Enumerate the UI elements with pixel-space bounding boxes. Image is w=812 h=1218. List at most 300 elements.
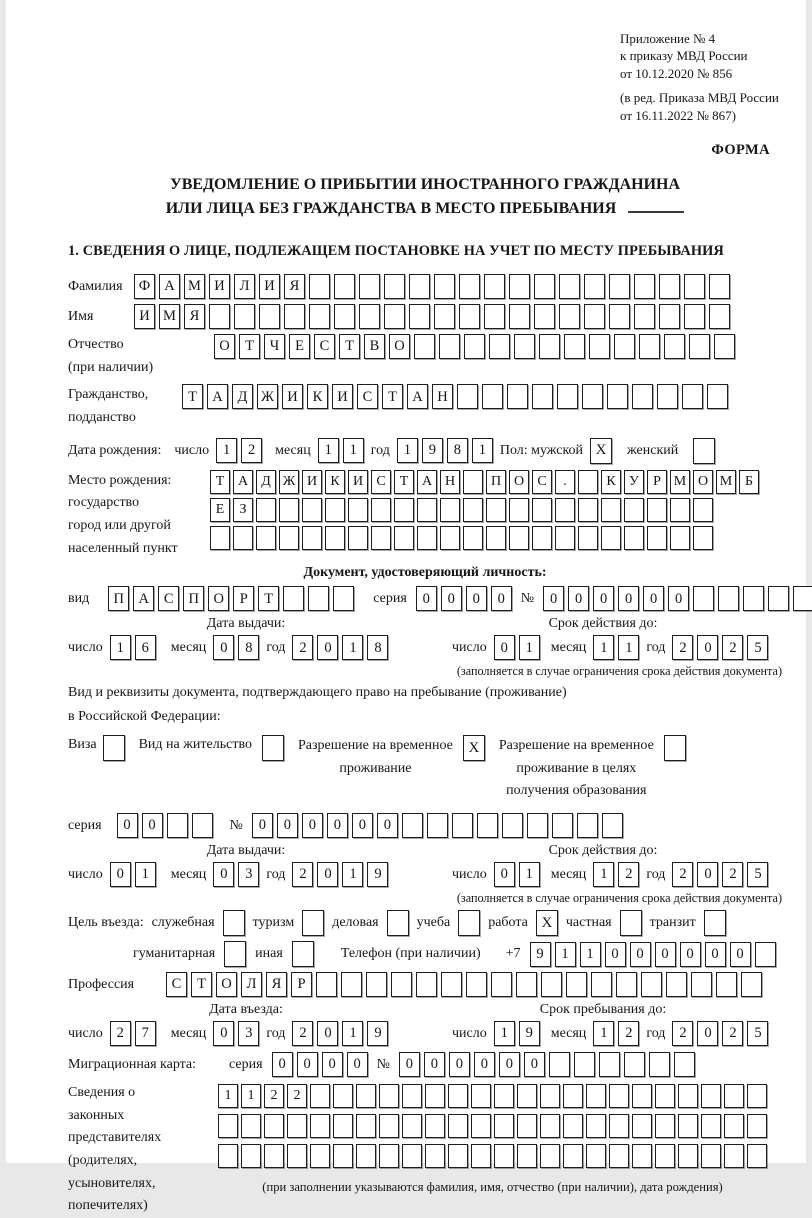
- char-box: [599, 1052, 620, 1077]
- rvp-issue-day-boxes: [110, 862, 156, 887]
- char-box: [486, 526, 506, 550]
- char-box: 0: [317, 862, 338, 887]
- char-box: [563, 1114, 583, 1138]
- entry-dates: [68, 1002, 782, 1046]
- char-box: [768, 586, 789, 611]
- char-box: [279, 498, 299, 522]
- char-box: А: [417, 470, 437, 494]
- surname-boxes: [134, 274, 730, 299]
- char-box: 0: [605, 942, 626, 967]
- ref-line: (в ред. Приказа МВД России: [620, 90, 779, 106]
- month-label: месяц: [550, 1025, 587, 1041]
- identity-doc-dates: [68, 616, 782, 679]
- char-box: [691, 972, 712, 997]
- char-box: [657, 384, 678, 409]
- char-box: [647, 526, 667, 550]
- char-box: И: [302, 470, 322, 494]
- char-box: 0: [730, 942, 751, 967]
- birth-place-row1: [210, 470, 759, 494]
- char-box: [348, 498, 368, 522]
- entry-year-boxes: [292, 1021, 388, 1046]
- stay-day-boxes: [494, 1021, 540, 1046]
- label-line: Место рождения:: [68, 472, 172, 488]
- char-box: Е: [289, 334, 310, 359]
- char-box: [448, 1084, 468, 1108]
- char-box: [539, 334, 560, 359]
- char-box: [559, 304, 580, 329]
- char-box: [516, 972, 537, 997]
- char-box: 1: [580, 942, 601, 967]
- char-box: [670, 498, 690, 522]
- char-box: [517, 1114, 537, 1138]
- char-box: Л: [241, 972, 262, 997]
- char-box: [659, 304, 680, 329]
- char-box: 1: [593, 862, 614, 887]
- char-box: С: [371, 470, 391, 494]
- char-box: 1: [342, 862, 363, 887]
- legal-reps-row3: [218, 1144, 767, 1168]
- char-box: [678, 1084, 698, 1108]
- char-box: [391, 972, 412, 997]
- char-box: 1: [318, 438, 339, 463]
- char-box: У: [624, 470, 644, 494]
- char-box: [724, 1084, 744, 1108]
- char-box: 0: [317, 1021, 338, 1046]
- char-box: 8: [238, 635, 259, 660]
- char-box: 0: [317, 635, 338, 660]
- char-box: [379, 1144, 399, 1168]
- char-box: [509, 526, 529, 550]
- char-box: [325, 526, 345, 550]
- label-line: (родителях,: [68, 1153, 138, 1169]
- year-label: год: [646, 639, 666, 655]
- char-box: 0: [494, 635, 515, 660]
- char-box: [678, 1114, 698, 1138]
- char-box: [302, 526, 322, 550]
- char-box: [356, 1144, 376, 1168]
- char-box: [366, 972, 387, 997]
- char-box: 1: [593, 1021, 614, 1046]
- char-box: 9: [367, 862, 388, 887]
- char-box: 1: [218, 1084, 238, 1108]
- char-box: [609, 1114, 629, 1138]
- char-box: [356, 1114, 376, 1138]
- char-box: [607, 384, 628, 409]
- char-box: 2: [292, 635, 313, 660]
- rvp-expiry-day-boxes: [494, 862, 540, 887]
- char-box: [793, 586, 812, 611]
- rvp-number-label: №: [229, 817, 243, 833]
- char-box: А: [233, 470, 253, 494]
- char-box: [586, 1144, 606, 1168]
- char-box: [371, 498, 391, 522]
- expiry-date-heading: Срок действия до:: [548, 843, 658, 859]
- char-box: [659, 274, 680, 299]
- char-box: 2: [672, 1021, 693, 1046]
- char-box: [632, 1144, 652, 1168]
- char-box: [578, 470, 598, 494]
- char-box: 1: [241, 1084, 261, 1108]
- char-box: [463, 470, 483, 494]
- char-box: 9: [530, 942, 551, 967]
- char-box: С: [314, 334, 335, 359]
- char-box: 1: [135, 862, 156, 887]
- char-box: 0: [117, 813, 138, 838]
- char-box: [709, 274, 730, 299]
- ref-line: от 16.11.2022 № 867): [620, 107, 737, 123]
- char-box: [439, 334, 460, 359]
- char-box: Ж: [279, 470, 299, 494]
- form-title-line1: УВЕДОМЛЕНИЕ О ПРИБЫТИИ ИНОСТРАННОГО ГРАЖДАНИНА: [169, 176, 681, 194]
- label-line: Сведения о: [68, 1085, 136, 1101]
- char-box: 2: [722, 1021, 743, 1046]
- option-visa: Виза: [68, 735, 125, 761]
- purpose-label: Цель въезда:: [68, 915, 144, 931]
- char-box: [532, 384, 553, 409]
- char-box: А: [133, 586, 154, 611]
- char-box: 0: [352, 813, 373, 838]
- legal-reps-boxes: [218, 1082, 767, 1195]
- char-box: [584, 274, 605, 299]
- char-box: [707, 384, 728, 409]
- char-box: [641, 972, 662, 997]
- patronymic-label: Отчество (при наличии): [68, 337, 154, 375]
- char-box: [209, 304, 230, 329]
- issue-month-boxes: [213, 635, 259, 660]
- char-box: О: [214, 334, 235, 359]
- day-label: число: [452, 1025, 487, 1041]
- char-box: [578, 498, 598, 522]
- birth-place-field: [68, 470, 782, 561]
- char-box: Я: [184, 304, 205, 329]
- char-box: [649, 1052, 670, 1077]
- char-box: [639, 334, 660, 359]
- char-box: [371, 526, 391, 550]
- char-box: [234, 304, 255, 329]
- char-box: [356, 1084, 376, 1108]
- rvp-expiry-year-boxes: [672, 862, 768, 887]
- char-box: [574, 1052, 595, 1077]
- char-box: [427, 813, 448, 838]
- char-box: 8: [447, 438, 468, 463]
- char-box: [402, 813, 423, 838]
- char-box: [333, 1114, 353, 1138]
- birth-place-boxes: [210, 470, 759, 550]
- citizenship-boxes: [182, 384, 728, 409]
- char-box: И: [134, 304, 155, 329]
- char-box: [577, 813, 598, 838]
- char-box: [655, 1144, 675, 1168]
- char-box: [586, 1084, 606, 1108]
- char-box: [616, 972, 637, 997]
- char-box: С: [166, 972, 187, 997]
- char-box: [486, 498, 506, 522]
- rvp-number-boxes: [252, 813, 623, 838]
- year-label: год: [266, 1025, 286, 1041]
- form-page: [6, 0, 806, 1214]
- char-box: [459, 274, 480, 299]
- char-box: 0: [449, 1052, 470, 1077]
- option-temp-residence-education: [499, 735, 686, 803]
- sex-male-label: Пол: мужской: [499, 442, 584, 458]
- rvp-issue-year-boxes: [292, 862, 388, 887]
- char-box: [514, 334, 535, 359]
- char-box: [743, 586, 764, 611]
- entry-day-boxes: [110, 1021, 156, 1046]
- char-box: [448, 1114, 468, 1138]
- char-box: М: [159, 304, 180, 329]
- char-box: [264, 1144, 284, 1168]
- char-box: 2: [672, 862, 693, 887]
- char-box: Т: [191, 972, 212, 997]
- char-box: [434, 274, 455, 299]
- char-box: С: [357, 384, 378, 409]
- issue-year-boxes: [292, 635, 388, 660]
- char-box: 0: [277, 813, 298, 838]
- char-box: [482, 384, 503, 409]
- migration-series-label: серия: [229, 1056, 263, 1072]
- char-box: [218, 1114, 238, 1138]
- char-box: [284, 304, 305, 329]
- char-box: 0: [322, 1052, 343, 1077]
- residence-permit-checkbox: [262, 735, 284, 761]
- stay-month-boxes: [593, 1021, 639, 1046]
- label-line: законных: [68, 1107, 125, 1123]
- char-box: [264, 1114, 284, 1138]
- char-box: [333, 586, 354, 611]
- char-box: 0: [424, 1052, 445, 1077]
- char-box: [341, 972, 362, 997]
- char-box: 3: [238, 862, 259, 887]
- char-box: [674, 1052, 695, 1077]
- char-box: 1: [342, 635, 363, 660]
- char-box: 2: [722, 862, 743, 887]
- char-box: 2: [618, 862, 639, 887]
- profession-field: [68, 972, 782, 997]
- char-box: О: [509, 470, 529, 494]
- rvp-series-number-field: [68, 813, 782, 838]
- char-box: [747, 1144, 767, 1168]
- char-box: [509, 274, 530, 299]
- birth-day-boxes: [216, 438, 262, 463]
- char-box: [693, 498, 713, 522]
- char-box: [379, 1084, 399, 1108]
- char-box: О: [208, 586, 229, 611]
- char-box: [693, 586, 714, 611]
- char-box: 0: [474, 1052, 495, 1077]
- char-box: [440, 498, 460, 522]
- char-box: [624, 1052, 645, 1077]
- char-box: [308, 586, 329, 611]
- char-box: [609, 1084, 629, 1108]
- profession-boxes: [166, 972, 762, 997]
- char-box: [489, 334, 510, 359]
- identity-series-label: серия: [373, 590, 407, 606]
- char-box: [541, 972, 562, 997]
- temp-residence-edu-checkbox: [664, 735, 686, 761]
- char-box: О: [389, 334, 410, 359]
- char-box: 0: [618, 586, 639, 611]
- char-box: [241, 1144, 261, 1168]
- char-box: [564, 334, 585, 359]
- identity-kind-label: вид: [68, 590, 90, 606]
- char-box: 0: [705, 942, 726, 967]
- char-box: 0: [697, 635, 718, 660]
- char-box: [310, 1084, 330, 1108]
- char-box: [532, 498, 552, 522]
- char-box: 0: [416, 586, 437, 611]
- char-box: И: [209, 274, 230, 299]
- char-box: Т: [210, 470, 230, 494]
- char-box: [484, 304, 505, 329]
- identity-issue-date: [68, 616, 424, 679]
- purpose-official-checkbox: [223, 910, 245, 936]
- char-box: [287, 1114, 307, 1138]
- char-box: [310, 1114, 330, 1138]
- char-box: [624, 526, 644, 550]
- char-box: [566, 972, 587, 997]
- char-box: 0: [491, 586, 512, 611]
- char-box: [394, 498, 414, 522]
- residence-intro-line1: Вид и реквизиты документа, подтверждающего право на пребывание (проживание): [68, 685, 567, 701]
- char-box: 0: [655, 942, 676, 967]
- char-box: [559, 274, 580, 299]
- day-label: число: [452, 866, 487, 882]
- label-line: Разрешение на временное: [297, 738, 453, 753]
- char-box: [609, 274, 630, 299]
- char-box: [701, 1114, 721, 1138]
- char-box: 9: [519, 1021, 540, 1046]
- char-box: П: [108, 586, 129, 611]
- char-box: 9: [367, 1021, 388, 1046]
- char-box: 0: [142, 813, 163, 838]
- char-box: 5: [747, 635, 768, 660]
- char-box: [494, 1144, 514, 1168]
- char-box: 2: [292, 862, 313, 887]
- char-box: [693, 526, 713, 550]
- char-box: 5: [747, 1021, 768, 1046]
- char-box: 9: [422, 438, 443, 463]
- char-box: И: [259, 274, 280, 299]
- purpose-humanitarian-checkbox: [224, 941, 246, 967]
- char-box: [582, 384, 603, 409]
- char-box: [552, 813, 573, 838]
- char-box: 2: [241, 438, 262, 463]
- ref-block: [620, 30, 782, 124]
- char-box: 0: [524, 1052, 545, 1077]
- char-box: [494, 1084, 514, 1108]
- char-box: [632, 384, 653, 409]
- issue-day-boxes: [110, 635, 156, 660]
- birth-date-label: Дата рождения:: [68, 442, 162, 458]
- char-box: [647, 498, 667, 522]
- char-box: 0: [272, 1052, 293, 1077]
- char-box: [714, 334, 735, 359]
- rvp-issue-month-boxes: [213, 862, 259, 887]
- section-1-heading: 1. СВЕДЕНИЯ О ЛИЦЕ, ПОДЛЕЖАЩЕМ ПОСТАНОВКЕ НА УЧЕТ ПО МЕСТУ ПРЕБЫВАНИЯ: [68, 243, 724, 260]
- issue-date-heading: Дата выдачи:: [206, 616, 286, 632]
- year-label: год: [266, 639, 286, 655]
- char-box: [192, 813, 213, 838]
- char-box: [414, 334, 435, 359]
- char-box: Б: [739, 470, 759, 494]
- birth-month-boxes: [318, 438, 364, 463]
- purpose-tourism-checkbox: [302, 910, 324, 936]
- char-box: [632, 1114, 652, 1138]
- given-name-field: [68, 304, 782, 329]
- char-box: П: [183, 586, 204, 611]
- month-label: месяц: [170, 866, 207, 882]
- day-label: число: [452, 639, 487, 655]
- purpose-work-checkbox: X: [536, 910, 558, 936]
- char-box: [634, 274, 655, 299]
- birth-year-boxes: [397, 438, 493, 463]
- char-box: К: [601, 470, 621, 494]
- month-label: месяц: [170, 1025, 207, 1041]
- char-box: Т: [382, 384, 403, 409]
- identity-number-label: №: [520, 590, 535, 606]
- char-box: .: [555, 470, 575, 494]
- char-box: [584, 304, 605, 329]
- char-box: [684, 274, 705, 299]
- char-box: [578, 526, 598, 550]
- char-box: 2: [292, 1021, 313, 1046]
- char-box: Ф: [134, 274, 155, 299]
- label-line: проживание: [339, 760, 412, 776]
- entry-month-boxes: [213, 1021, 259, 1046]
- char-box: [241, 1114, 261, 1138]
- char-box: [602, 813, 623, 838]
- char-box: 0: [668, 586, 689, 611]
- char-box: Ж: [257, 384, 278, 409]
- char-box: 2: [287, 1084, 307, 1108]
- char-box: [417, 498, 437, 522]
- char-box: 0: [441, 586, 462, 611]
- char-box: 2: [672, 635, 693, 660]
- sex-female-checkbox: [693, 438, 715, 464]
- char-box: 1: [618, 635, 639, 660]
- entry-date: [68, 1002, 424, 1046]
- legal-reps-row1: [218, 1084, 767, 1108]
- year-label: год: [646, 866, 666, 882]
- char-box: Р: [647, 470, 667, 494]
- char-box: Е: [210, 498, 230, 522]
- char-box: [517, 1144, 537, 1168]
- char-box: 2: [264, 1084, 284, 1108]
- rvp-issue-date: [68, 843, 424, 906]
- char-box: И: [282, 384, 303, 409]
- stay-until-date: [424, 1002, 782, 1046]
- year-label: год: [370, 442, 390, 458]
- char-box: [540, 1114, 560, 1138]
- char-box: Ч: [264, 334, 285, 359]
- char-box: [655, 1084, 675, 1108]
- char-box: [724, 1114, 744, 1138]
- char-box: 2: [722, 635, 743, 660]
- year-label: год: [646, 1025, 666, 1041]
- char-box: [167, 813, 188, 838]
- char-box: [394, 526, 414, 550]
- char-box: [477, 813, 498, 838]
- char-box: [310, 1144, 330, 1168]
- char-box: 1: [593, 635, 614, 660]
- char-box: 0: [643, 586, 664, 611]
- char-box: [701, 1144, 721, 1168]
- given-name-boxes: [134, 304, 730, 329]
- char-box: [384, 274, 405, 299]
- birth-place-row2: [210, 498, 759, 522]
- stay-year-boxes: [672, 1021, 768, 1046]
